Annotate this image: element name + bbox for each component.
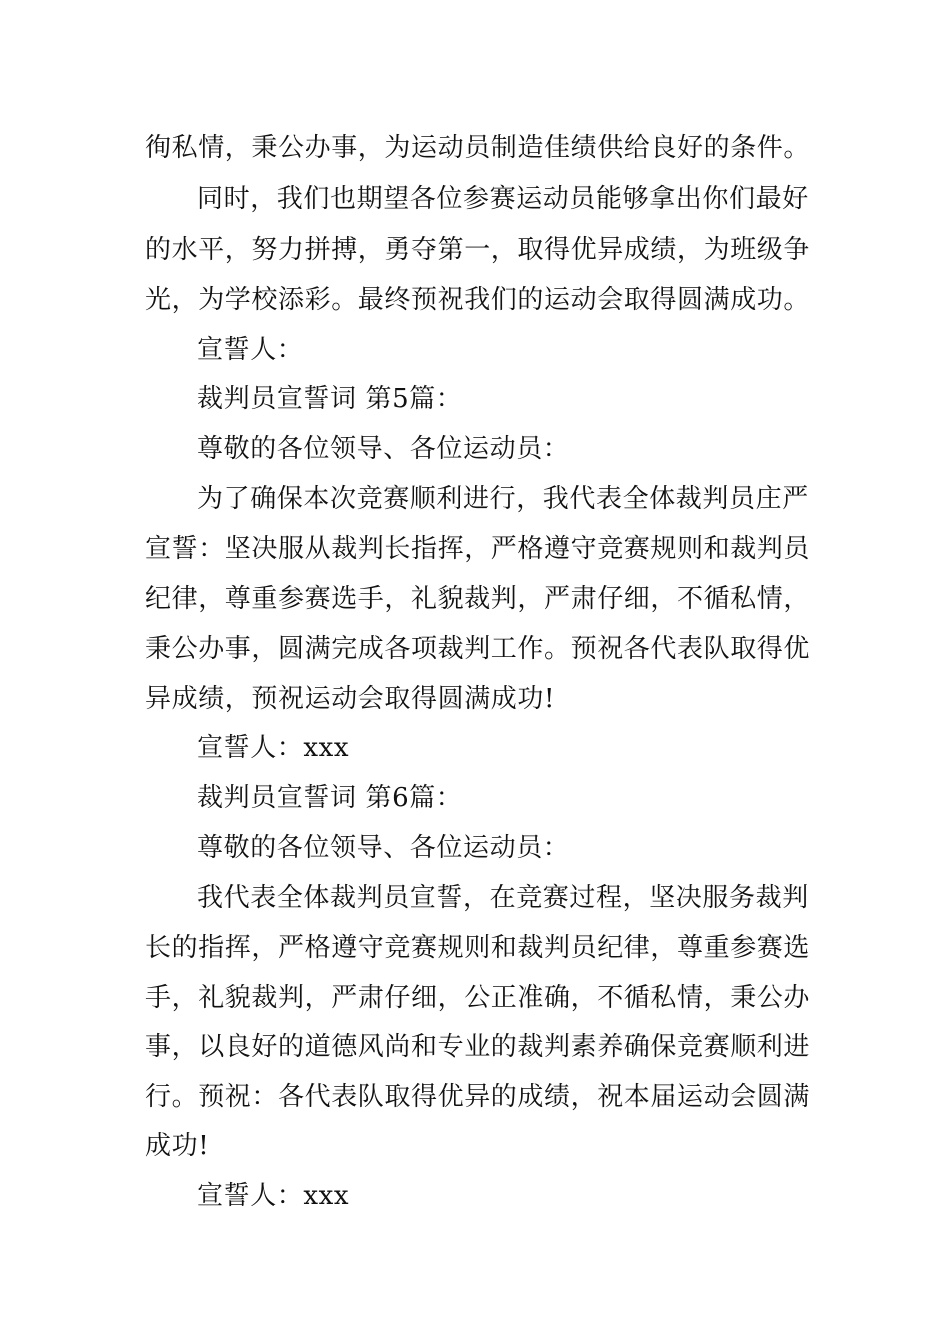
text-line: 秉公办事，圆满完成各项裁判工作。预祝各代表队取得优 [145,634,811,664]
text-line: 成功! [145,1131,210,1161]
signatory-label: 宣誓人：xxx [197,1181,350,1211]
paragraph-start-line: 我代表全体裁判员宣誓，在竞赛过程，坚决服务裁判 [197,883,809,913]
text-line: 手，礼貌裁判，严肃仔细，公正准确，不循私情，秉公办 [145,983,811,1013]
text-line: 纪律，尊重参赛选手，礼貌裁判，严肃仔细，不循私情， [145,584,811,614]
text-line: 事，以良好的道德风尚和专业的裁判素养确保竞赛顺利进 [145,1032,811,1062]
section-heading-6: 裁判员宣誓词 第6篇： [197,783,463,813]
signatory-label: 宣誓人： [197,335,304,365]
text-line: 徇私情，秉公办事，为运动员制造佳绩供给良好的条件。 [145,133,811,163]
paragraph-start-line: 同时，我们也期望各位参赛运动员能够拿出你们最好 [197,184,809,214]
salutation: 尊敬的各位领导、各位运动员： [197,434,570,464]
section-heading-5: 裁判员宣誓词 第5篇： [197,384,463,414]
text-line: 的水平，努力拼搏，勇夺第一，取得优异成绩，为班级争 [145,235,811,265]
text-line: 宣誓：坚决服从裁判长指挥，严格遵守竞赛规则和裁判员 [145,534,811,564]
text-line: 光，为学校添彩。最终预祝我们的运动会取得圆满成功。 [145,285,811,315]
salutation: 尊敬的各位领导、各位运动员： [197,833,570,863]
signatory-label: 宣誓人：xxx [197,733,350,763]
text-line: 长的指挥，严格遵守竞赛规则和裁判员纪律，尊重参赛选 [145,933,811,963]
text-line: 行。预祝：各代表队取得优异的成绩，祝本届运动会圆满 [145,1082,811,1112]
text-line: 异成绩，预祝运动会取得圆满成功! [145,684,556,714]
paragraph-start-line: 为了确保本次竞赛顺利进行，我代表全体裁判员庄严 [197,484,809,514]
